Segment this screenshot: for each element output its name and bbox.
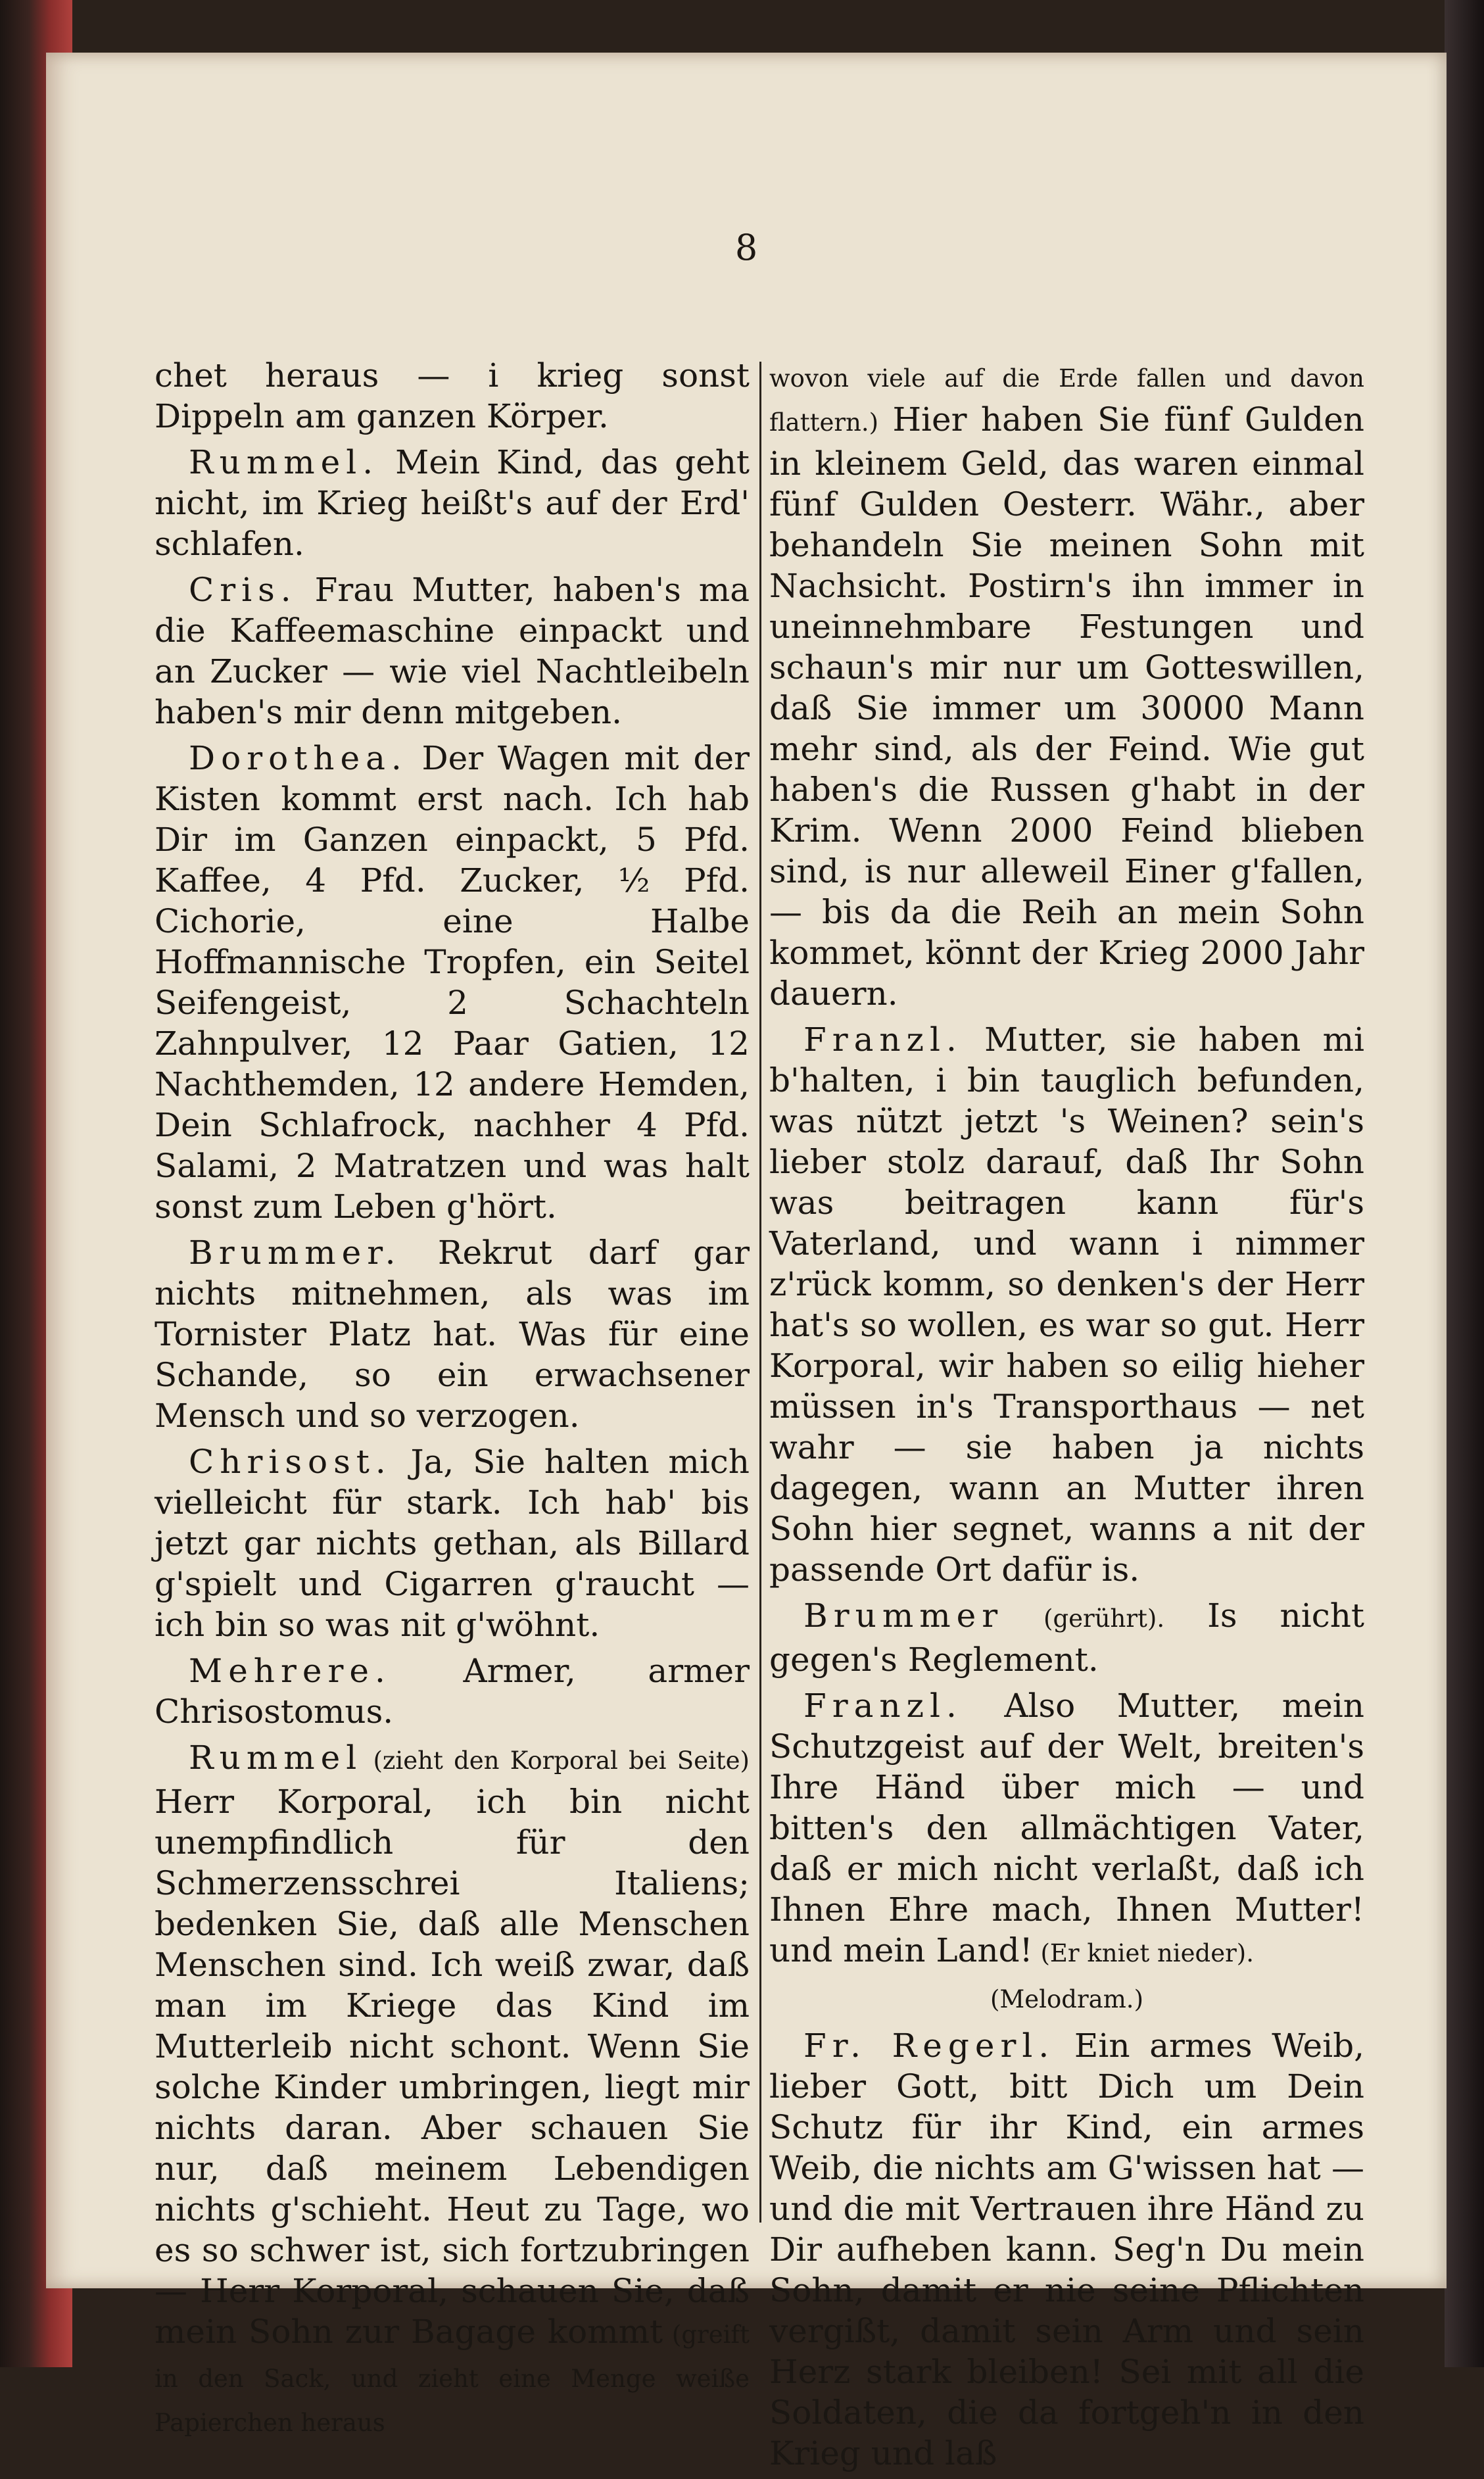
book-right-edge (1445, 0, 1484, 2367)
speaker-name: Franzl. (803, 1687, 963, 1725)
paragraph: Rummel. Mein Kind, das geht nicht, im Krieg heißt's auf der Erd' schlafen. (155, 443, 750, 563)
paragraph: Mehrere. Armer, armer Chrisostomus. (155, 1652, 750, 1731)
speaker-name: Cris. (189, 571, 297, 609)
paragraph: Rummel (zieht den Korporal bei Seite) Herr Korporal, ich bin nicht unempfindlich für den Schmerzensschrei Italiens; bedenken Sie, daß alle Menschen Menschen sind. Ich weiß zwar, daß man im Kriege das Kind im Mutterleib nicht schont. Wenn Sie solche Kinder umbringen, liegt mir nichts daran. Aber schauen Sie nur, daß meinem Lebendigen nichts g'schieht. Heut zu Tage, wo es so schwer ist, sich fortzubringen — Herr Korporal, schauen Sie, daß mein Sohn zur Bagage kommt (greift in den Sack, und zieht eine Menge weiße Papierchen heraus (155, 1739, 750, 2437)
speaker-name: Mehrere. (189, 1652, 391, 1690)
stage-direction: (gerührt). (1003, 1604, 1165, 1633)
left-column (155, 355, 750, 2449)
stage-direction: (Er kniet nieder). (1032, 1939, 1255, 1967)
speaker-name: Dorothea. (189, 739, 408, 777)
paragraph: Dorothea. Der Wagen mit der Kisten kommt erst nach. Ich hab Dir im Ganzen einpackt, 5 Pfd. Kaffee, 4 Pfd. Zucker, ½ Pfd. Cichorie, eine Halbe Hoffmannische Tropfen, ein Seitel Seifengeist, 2 Schachteln Zahnpulver, 12 Paar Gatien, 12 Nachthemden, 12 andere Hemden, Dein Schlafrock, nachher 4 Pfd. Salami, 2 Matratzen und was halt sonst zum Leben g'hört. (155, 739, 750, 1226)
speaker-name: Franzl. (803, 1021, 963, 1059)
stage-direction: (greift in den Sack, und zieht eine Menge weiße Papierchen heraus (155, 2321, 750, 2437)
right-column (769, 355, 1364, 2479)
page-number: 8 (734, 227, 758, 268)
paragraph: wovon viele auf die Erde fallen und davon flattern.) Hier haben Sie fünf Gulden in kleinem Geld, das waren einmal fünf Gulden Oesterr. Währ., aber behandeln Sie meinen Sohn mit Nachsicht. Postirn's ihn immer in uneinnehmbare Festungen und schaun's mir nur um Gotteswillen, daß Sie immer um 30000 Mann mehr sind, als der Feind. Wie gut haben's die Russen g'habt in der Krim. Wenn 2000 Feind blieben sind, is nur alleweil Einer g'fallen, — bis da die Reih an mein Sohn kommet, könnt der Krieg 2000 Jahr dauern. (769, 364, 1364, 1013)
speaker-name: Brummer (803, 1597, 1004, 1635)
paragraph: Brummer (gerührt). Is nicht gegen's Reglement. (769, 1597, 1364, 1679)
book-page (46, 53, 1447, 2472)
stage-direction: wovon viele auf die Erde fallen und davon flattern.) (769, 364, 1364, 437)
paragraph: Cris. Frau Mutter, haben's ma die Kaffeemaschine einpackt und an Zucker — wie viel Nachtleibeln haben's mir denn mitgeben. (155, 571, 750, 731)
column-divider (759, 362, 761, 2223)
paragraph: Franzl. Also Mutter, mein Schutzgeist auf der Welt, breiten's Ihre Händ über mich — und bitten's den allmächtigen Vater, daß er mich nicht verlaßt, daß ich Ihnen Ehre mach, Ihnen Mutter! und mein Land! (Er kniet nieder). (769, 1687, 1364, 1969)
speaker-name: Chrisost. (189, 1443, 392, 1481)
stage-direction-melodram: (Melodram.) (990, 1985, 1144, 2013)
paragraph: Franzl. Mutter, sie haben mi b'halten, i bin tauglich befunden, was nützt jetzt 's Weinen? sein's lieber stolz darauf, daß Ihr Sohn was beitragen kann für's Vaterland, und wann i nimmer z'rück komm, so denken's der Herr hat's so wollen, es war so gut. Herr Korporal, wir haben so eilig hieher müssen in's Transporthaus — net wahr — sie haben ja nichts dagegen, wann an Mutter ihren Sohn hier segnet, wanns a nit der passende Ort dafür is. (769, 1021, 1364, 1589)
speaker-name: Rummel (189, 1739, 363, 1777)
speaker-name: Fr. Regerl. (803, 2027, 1055, 2065)
paragraph: Brummer. Rekrut darf gar nichts mitnehmen, als was im Tornister Platz hat. Was für eine Schande, so ein erwachsener Mensch und so verzogen. (155, 1234, 750, 1435)
stage-direction: (zieht den Korporal bei Seite) (362, 1746, 750, 1775)
paragraph: Chrisost. Ja, Sie halten mich vielleicht für stark. Ich hab' bis jetzt gar nichts gethan, als Billard g'spielt und Cigarren g'raucht — ich bin so was nit g'wöhnt. (155, 1443, 750, 1644)
paragraph: chet heraus — i krieg sonst Dippeln am ganzen Körper. (155, 356, 750, 435)
speaker-name: Rummel. (189, 443, 379, 481)
paragraph: Fr. Regerl. Ein armes Weib, lieber Gott, bitt Dich um Dein Schutz für ihr Kind, ein armes Weib, die nichts am G'wissen hat — und die mit Vertrauen ihre Händ zu Dir aufheben kann. Seg'n Du mein Sohn, damit er nie seine Pflichten vergißt, damit sein Arm und sein Herz stark bleiben! Sei mit all die Soldaten, die da fortgeh'n in den Krieg und laß (769, 2027, 1364, 2472)
speaker-name: Brummer. (189, 1234, 402, 1272)
